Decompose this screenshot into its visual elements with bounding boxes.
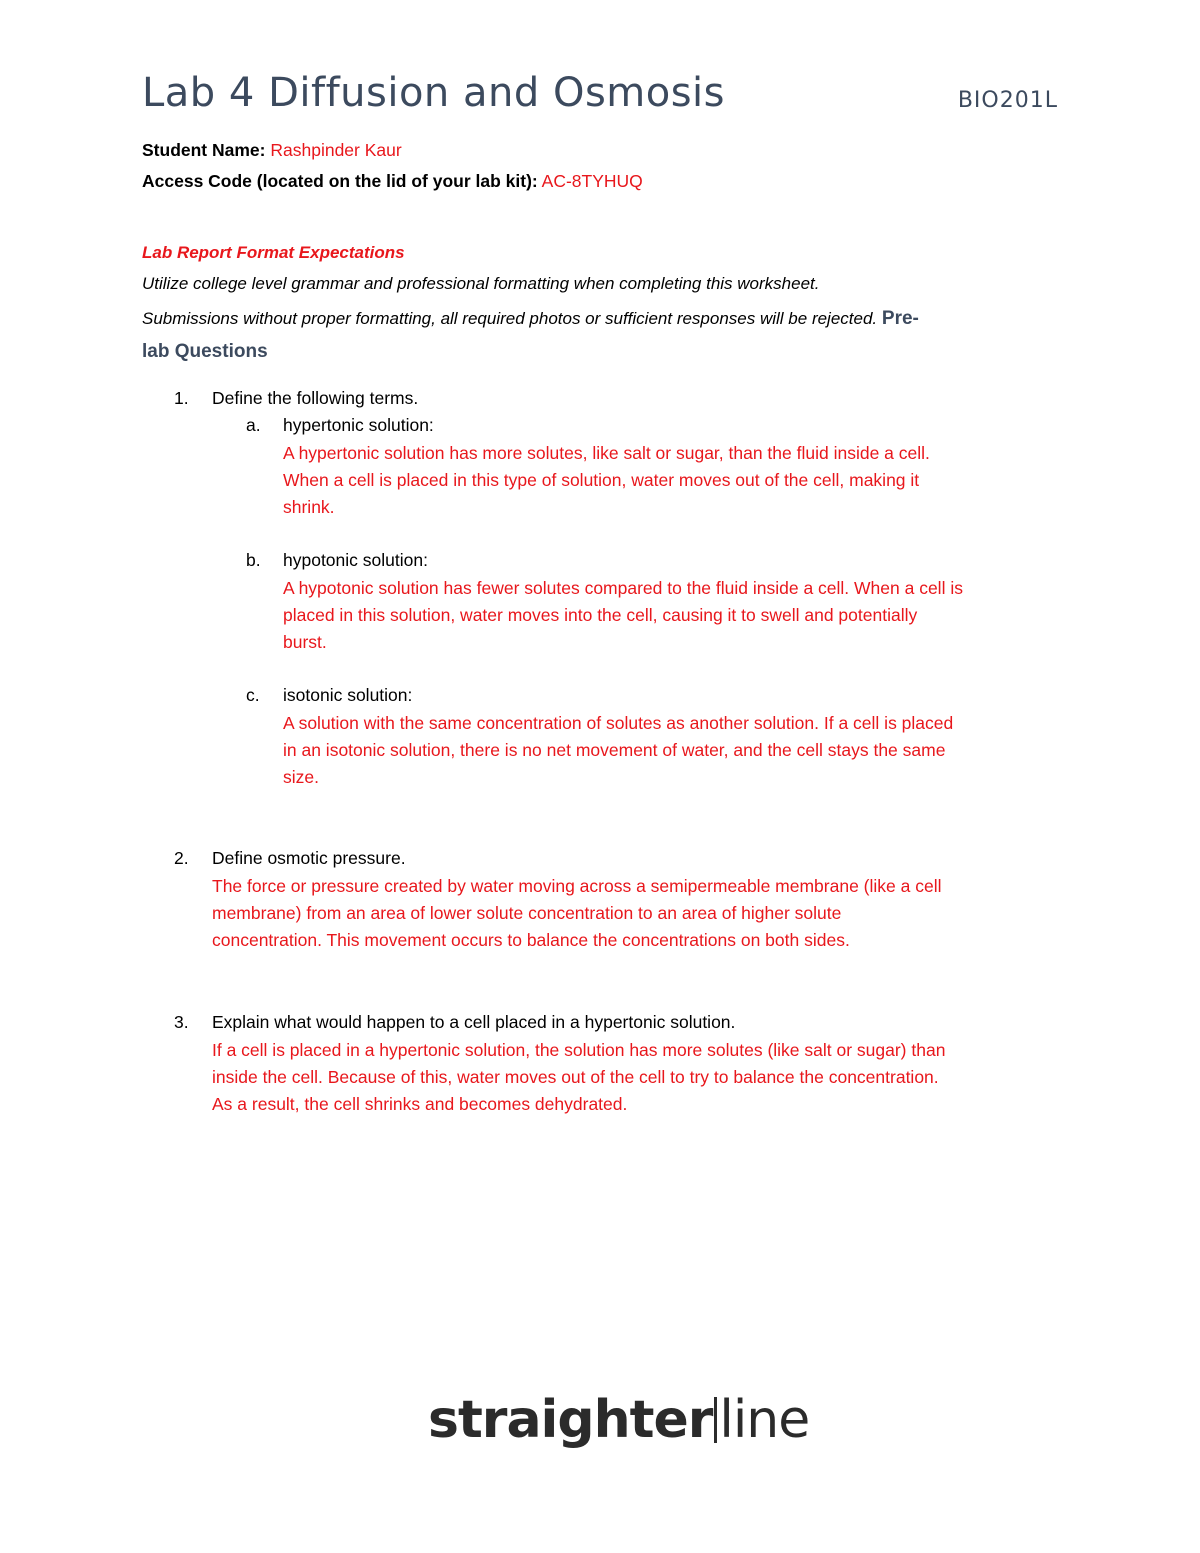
answer-line: placed in this solution, water moves into the cell, causing it to swell and potentially bbox=[283, 605, 918, 625]
access-code-value: AC-8TYHUQ bbox=[541, 171, 643, 191]
answer-line: burst. bbox=[283, 632, 327, 652]
question-1c-letter: c. bbox=[246, 685, 260, 705]
question-1c-answer bbox=[283, 710, 953, 791]
prelab-heading-part-1: Pre- bbox=[881, 308, 919, 329]
student-name-value: Rashpinder Kaur bbox=[270, 140, 402, 160]
expectations-line-1: Utilize college level grammar and professional formatting when completing this worksheet. bbox=[142, 274, 820, 293]
question-1a-term: hypertonic solution: bbox=[283, 415, 434, 435]
access-code-label: Access Code (located on the lid of your lab kit): bbox=[142, 171, 538, 191]
answer-line: The force or pressure created by water moving across a semipermeable membrane (like a cell bbox=[212, 876, 942, 896]
expectations-heading: Lab Report Format Expectations bbox=[142, 243, 405, 262]
prelab-heading-part-2: lab Questions bbox=[142, 341, 268, 362]
question-1-text: Define the following terms. bbox=[212, 388, 419, 408]
logo-bold-text: straighter bbox=[428, 1390, 713, 1450]
course-code: BIO201L bbox=[957, 88, 1058, 113]
page-title: Lab 4 Diffusion and Osmosis bbox=[142, 70, 726, 116]
answer-line: size. bbox=[283, 767, 319, 787]
question-3-answer bbox=[212, 1037, 945, 1118]
question-2-answer bbox=[212, 873, 941, 954]
answer-line: A solution with the same concentration of solutes as another solution. If a cell is placed bbox=[283, 713, 954, 733]
answer-line: concentration. This movement occurs to balance the concentrations on both sides. bbox=[212, 930, 850, 950]
expectations-line-2-text: Submissions without proper formatting, all required photos or sufficient responses will be rejected. bbox=[142, 309, 878, 328]
logo-thin-text: line bbox=[719, 1390, 810, 1450]
answer-line: If a cell is placed in a hypertonic solution, the solution has more solutes (like salt or sugar) than bbox=[212, 1040, 946, 1060]
answer-line: A hypotonic solution has fewer solutes compared to the fluid inside a cell. When a cell is bbox=[283, 578, 963, 598]
answer-line: As a result, the cell shrinks and becomes dehydrated. bbox=[212, 1094, 628, 1114]
answer-line: shrink. bbox=[283, 497, 335, 517]
question-1b-term: hypotonic solution: bbox=[283, 550, 428, 570]
question-1a-answer bbox=[283, 440, 930, 521]
student-name-field bbox=[142, 140, 402, 161]
student-name-label: Student Name: bbox=[142, 140, 266, 160]
access-code-field bbox=[142, 171, 643, 192]
question-2-number: 2. bbox=[174, 848, 189, 868]
question-1a-letter: a. bbox=[246, 415, 261, 435]
question-1-number: 1. bbox=[174, 388, 189, 408]
question-1b-letter: b. bbox=[246, 550, 261, 570]
expectations-line-2 bbox=[142, 308, 919, 330]
question-1c-term: isotonic solution: bbox=[283, 685, 413, 705]
answer-line: membrane) from an area of lower solute concentration to an area of higher solute bbox=[212, 903, 842, 923]
answer-line: When a cell is placed in this type of solution, water moves out of the cell, making it bbox=[283, 470, 920, 490]
question-1b-answer bbox=[283, 575, 963, 656]
question-3-number: 3. bbox=[174, 1012, 189, 1032]
logo-divider bbox=[714, 1397, 717, 1443]
straighterline-logo bbox=[428, 1390, 809, 1450]
question-3-text: Explain what would happen to a cell placed in a hypertonic solution. bbox=[212, 1012, 736, 1032]
question-2-text: Define osmotic pressure. bbox=[212, 848, 406, 868]
answer-line: in an isotonic solution, there is no net movement of water, and the cell stays the same bbox=[283, 740, 946, 760]
answer-line: inside the cell. Because of this, water moves out of the cell to try to balance the concentration. bbox=[212, 1067, 939, 1087]
answer-line: A hypertonic solution has more solutes, like salt or sugar, than the fluid inside a cell. bbox=[283, 443, 930, 463]
